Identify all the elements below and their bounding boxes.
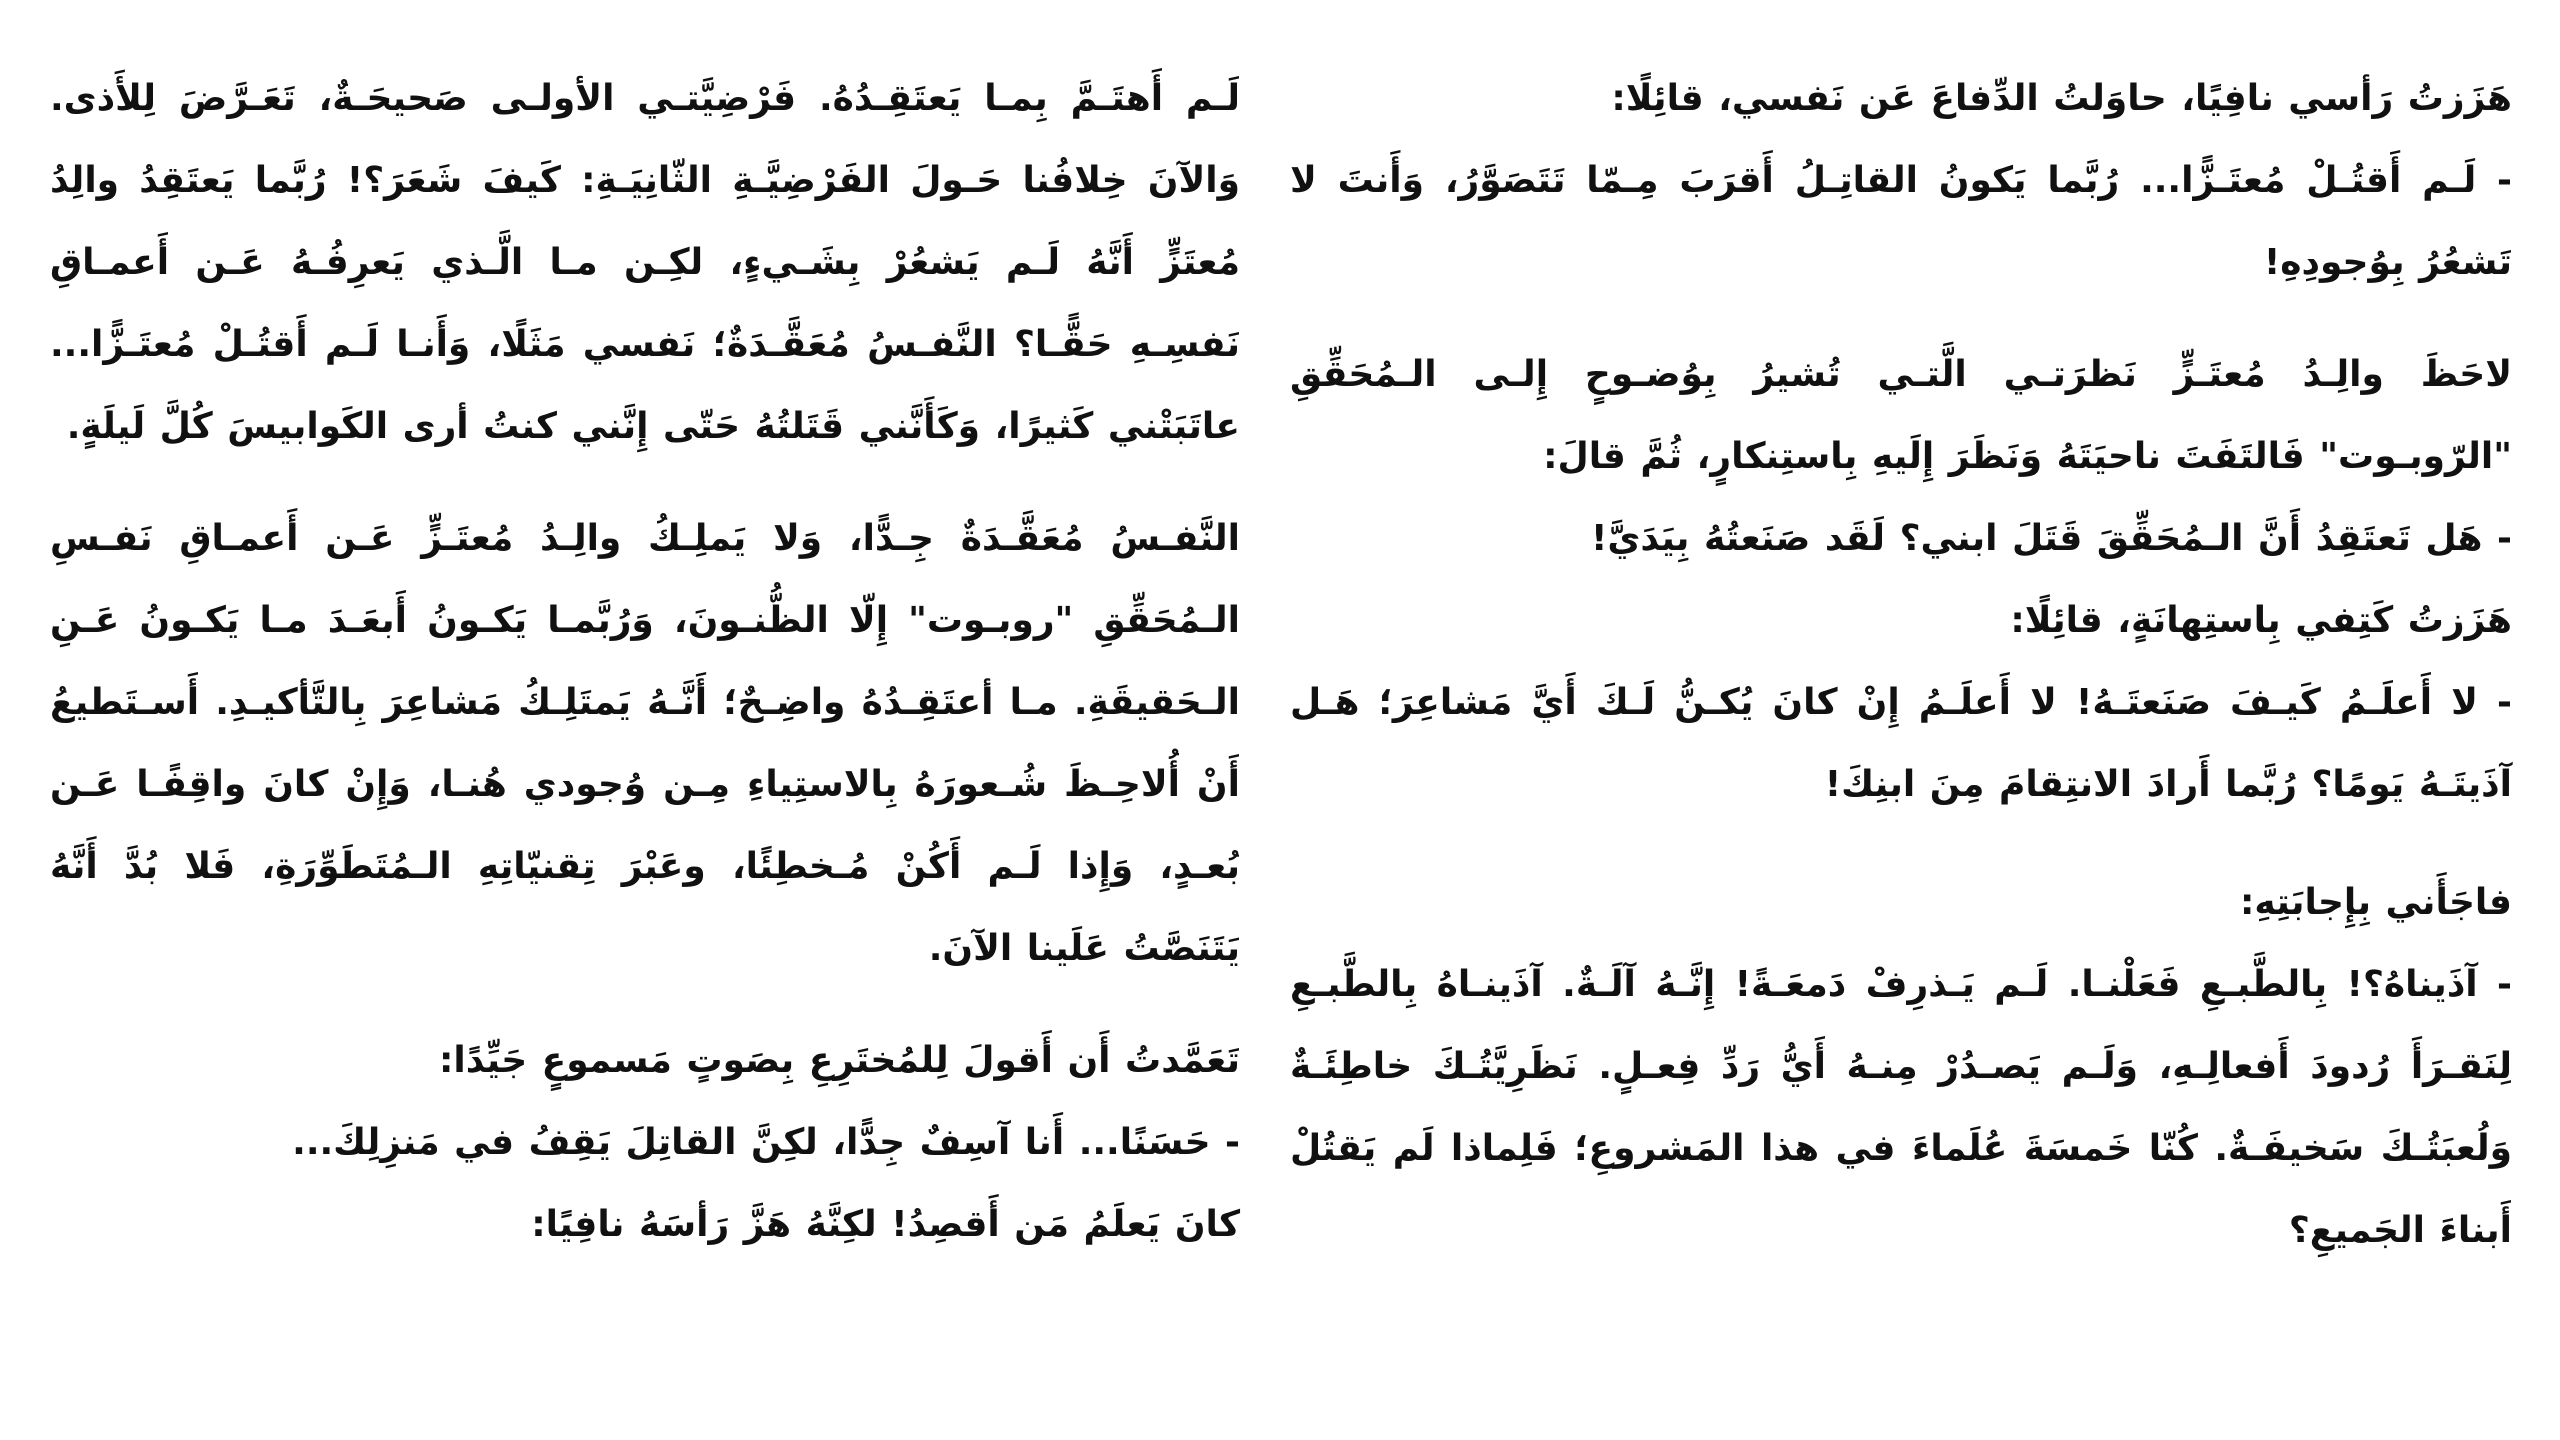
paragraph: كانَ يَعلَمُ مَن أَقصِدُ! لكِنَّهُ هَزَّ رَأسَهُ نافِيًا: <box>531 1204 1240 1245</box>
dialogue-line: - هَل تَعتَقِدُ أَنَّ الـمُحَقِّقَ قَتَلَ ابني؟ لَقَد صَنَعتُهُ بِيَدَيَّ! <box>1591 518 2512 559</box>
paragraph: تَعَمَّدتُ أَن أَقولَ لِلمُختَرِعِ بِصَوتٍ مَسموعٍ جَيِّدًا: <box>438 1040 1240 1081</box>
paragraph: لاحَظَ والِـدُ مُعتَـزٍّ نَظرَتـي الَّتـي تُشيرُ بِوُضـوحٍ إِلـى الـمُحَقِّقِ "الرّوبـوت" فَالتَفَتَ ناحيَتَهُ وَنَظَرَ إِلَيهِ بِاستِنكارٍ، ثُمَّ قالَ: <box>1290 354 2512 477</box>
paragraph: هَزَزتُ كَتِفي بِاستِهانَةٍ، قائِلًا: <box>2010 600 2512 641</box>
paragraph: لَـم أَهتَـمَّ بِمـا يَعتَقِـدُهُ. فَرْضِيَّتـي الأولـى صَحيحَـةٌ، تَعَـرَّضَ لِلأَذى. وَالآنَ خِلافُنا حَـولَ الفَرْضِيَّـةِ الثّانِيَـةِ: كَيفَ شَعَرَ؟! رُبَّما يَعتَقِدُ والِدُ مُعتَزٍّ أَنَّهُ لَـم يَشعُرْ بِشَـيءٍ، لكِـن مـا الَّـذي يَعرِفُـهُ عَـن أَعمـاقِ نَفسِـهِ حَقًّـا؟ النَّفـسُ مُعَقَّـدَةٌ؛ نَفسي مَثَلًا، وَأَنـا لَـم أَقتُـلْ مُعتَـزًّا... عاتَبَتْني كَثيرًا، وَكَأَنَّني قَتَلتُهُ حَتّى إِنَّني كنتُ أرى الكَوابيسَ كُلَّ لَيلَةٍ. <box>50 78 1240 447</box>
paragraph: فاجَأَني بِإِجابَتِهِ: <box>2240 882 2512 923</box>
left-page <box>50 58 1240 1398</box>
paragraph: النَّفـسُ مُعَقَّـدَةٌ جِـدًّا، وَلا يَملِـكُ والِـدُ مُعتَـزٍّ عَـن أَعمـاقِ نَفـسِ الـمُحَقِّقِ "روبـوت" إِلّا الظُّنـونَ، وَرُبَّمـا يَكـونُ أَبعَـدَ مـا يَكـونُ عَـنِ الـحَقيقَةِ. مـا أعتَقِـدُهُ واضِـحٌ؛ أَنَّـهُ يَمتَلِـكُ مَشاعِرَ بِالتَّأكيـدِ. أَسـتَطيعُ أَنْ أُلاحِـظَ شُـعورَهُ بِالاستِياءِ مِـن وُجودي هُنـا، وَإِنْ كانَ واقِفًـا عَـن بُعـدٍ، وَإِذا لَـم أَكُنْ مُـخطِئًا، وعَبْرَ تِقنيّاتِهِ الـمُتَطَوِّرَةِ، فَلا بُدَّ أَنَّهُ يَتَنَصَّتُ عَلَينا الآنَ. <box>50 518 1240 969</box>
paragraph: هَزَزتُ رَأسي نافِيًا، حاوَلتُ الدِّفاعَ عَن نَفسي، قائِلًا: <box>1611 78 2512 119</box>
dialogue-line: - لا أَعلَـمُ كَيـفَ صَنَعتَـهُ! لا أَعلَـمُ إِنْ كانَ يُكـنُّ لَـكَ أَيَّ مَشاعِرَ؛ هَـل آذَيتَـهُ يَومًا؟ رُبَّما أَرادَ الانتِقامَ مِنَ ابنِكَ! <box>1290 682 2512 805</box>
dialogue-line: - لَـم أَقتُـلْ مُعتَـزًّا... رُبَّما يَكونُ القاتِـلُ أَقرَبَ مِـمّا تَتَصَوَّرُ، وَأَنتَ لا تَشعُرُ بِوُجودِهِ! <box>1290 160 2512 283</box>
right-page <box>1290 58 2512 1398</box>
dialogue-line: - آذَيناهُ؟! بِالطَّبـعِ فَعَلْنـا. لَـم يَـذرِفْ دَمعَـةً! إِنَّـهُ آلَـةٌ. آذَينـاهُ بِالطَّبـعِ لِنَقـرَأَ رُدودَ أَفعالِـهِ، وَلَـم يَصـدُرْ مِنـهُ أَيُّ رَدِّ فِعـلٍ. نَظَرِيَّتُـكَ خاطِئَـةٌ وَلُعبَتُـكَ سَخيفَـةٌ. كُنّا خَمسَةَ عُلَماءَ في هذا المَشروعِ؛ فَلِماذا لَم يَقتُلْ أَبناءَ الجَميعِ؟ <box>1290 964 2512 1251</box>
dialogue-line: - حَسَنًا... أَنا آسِفٌ جِدًّا، لكِنَّ القاتِلَ يَقِفُ في مَنزِلِكَ... <box>292 1122 1240 1163</box>
